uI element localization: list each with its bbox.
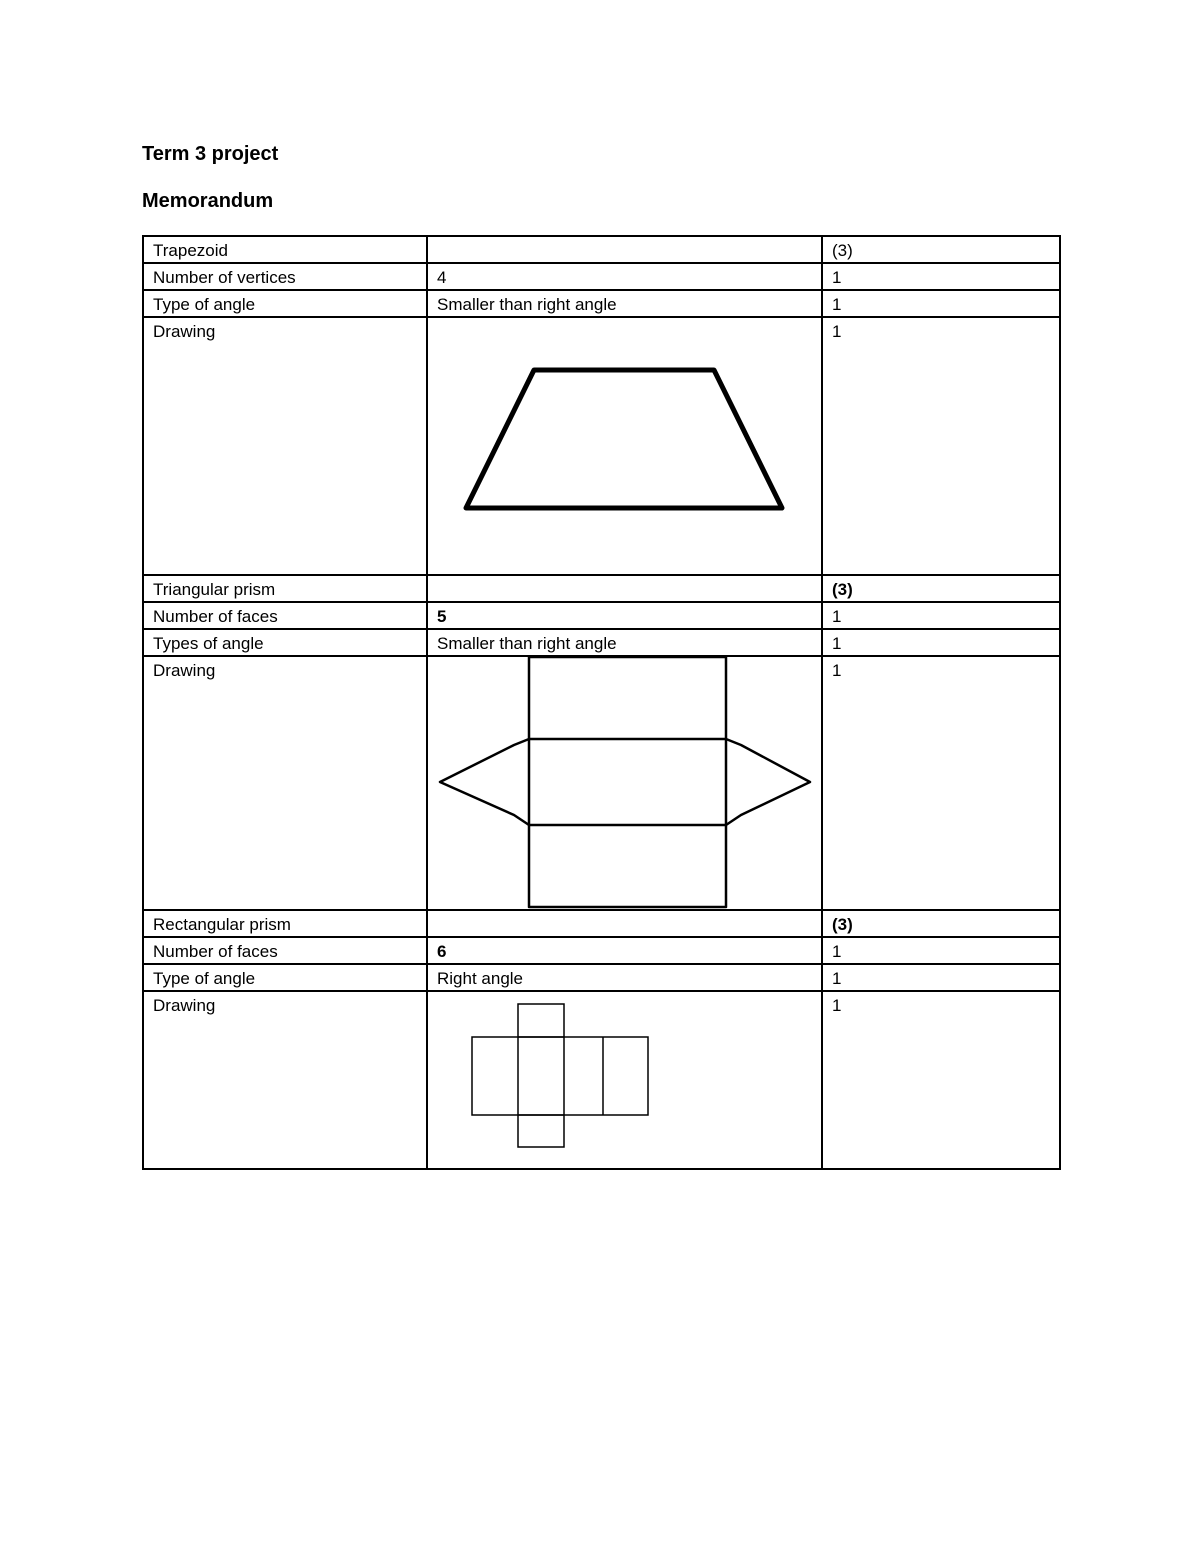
section-total-mark: (3) [822,910,1060,937]
net-horizontal-strip [472,1037,648,1115]
prism-rectangles [529,657,726,907]
table-row-triangular-prism-heading [143,575,1060,602]
document-subtitle: Memorandum [142,190,274,212]
section-total-mark: (3) [822,236,1060,263]
table-row [143,629,1060,656]
table-row-rectangular-prism-heading [143,910,1060,937]
row-value: 5 [427,602,822,629]
prism-left-triangle [440,739,529,825]
row-label: Drawing [143,991,427,1169]
section-heading: Trapezoid [143,236,427,263]
table-row-drawing [143,991,1060,1169]
drawing-cell [427,317,822,575]
row-value: Right angle [427,964,822,991]
row-mark: 1 [822,629,1060,656]
table-row [143,602,1060,629]
empty-cell [427,910,822,937]
section-heading: Triangular prism [143,575,427,602]
trapezoid-drawing [428,318,822,574]
row-value: 6 [427,937,822,964]
row-label: Types of angle [143,629,427,656]
empty-cell [427,236,822,263]
empty-cell [427,575,822,602]
row-mark: 1 [822,964,1060,991]
row-value: 4 [427,263,822,290]
rectangular-prism-net-drawing [428,992,822,1168]
table-row [143,937,1060,964]
triangular-prism-net-drawing [428,657,822,909]
table-row [143,964,1060,991]
row-label: Drawing [143,656,427,910]
row-mark: 1 [822,991,1060,1169]
drawing-cell [427,991,822,1169]
table-row-trapezoid-heading [143,236,1060,263]
row-mark: 1 [822,656,1060,910]
table-row-drawing [143,656,1060,910]
row-label: Type of angle [143,964,427,991]
net-vertical-strip [518,1004,564,1147]
row-label: Number of faces [143,602,427,629]
memorandum-table [142,235,1061,1170]
row-mark: 1 [822,317,1060,575]
table-row-drawing [143,317,1060,575]
section-heading: Rectangular prism [143,910,427,937]
row-mark: 1 [822,263,1060,290]
row-label: Drawing [143,317,427,575]
table-row [143,290,1060,317]
row-label: Type of angle [143,290,427,317]
row-label: Number of faces [143,937,427,964]
section-total-mark: (3) [822,575,1060,602]
drawing-cell [427,656,822,910]
prism-right-triangle [726,739,810,825]
row-value: Smaller than right angle [427,290,822,317]
row-mark: 1 [822,602,1060,629]
row-mark: 1 [822,290,1060,317]
document-title: Term 3 project [142,143,279,165]
trapezoid-shape [466,370,782,508]
row-mark: 1 [822,937,1060,964]
row-label: Number of vertices [143,263,427,290]
row-value: Smaller than right angle [427,629,822,656]
table-row [143,263,1060,290]
